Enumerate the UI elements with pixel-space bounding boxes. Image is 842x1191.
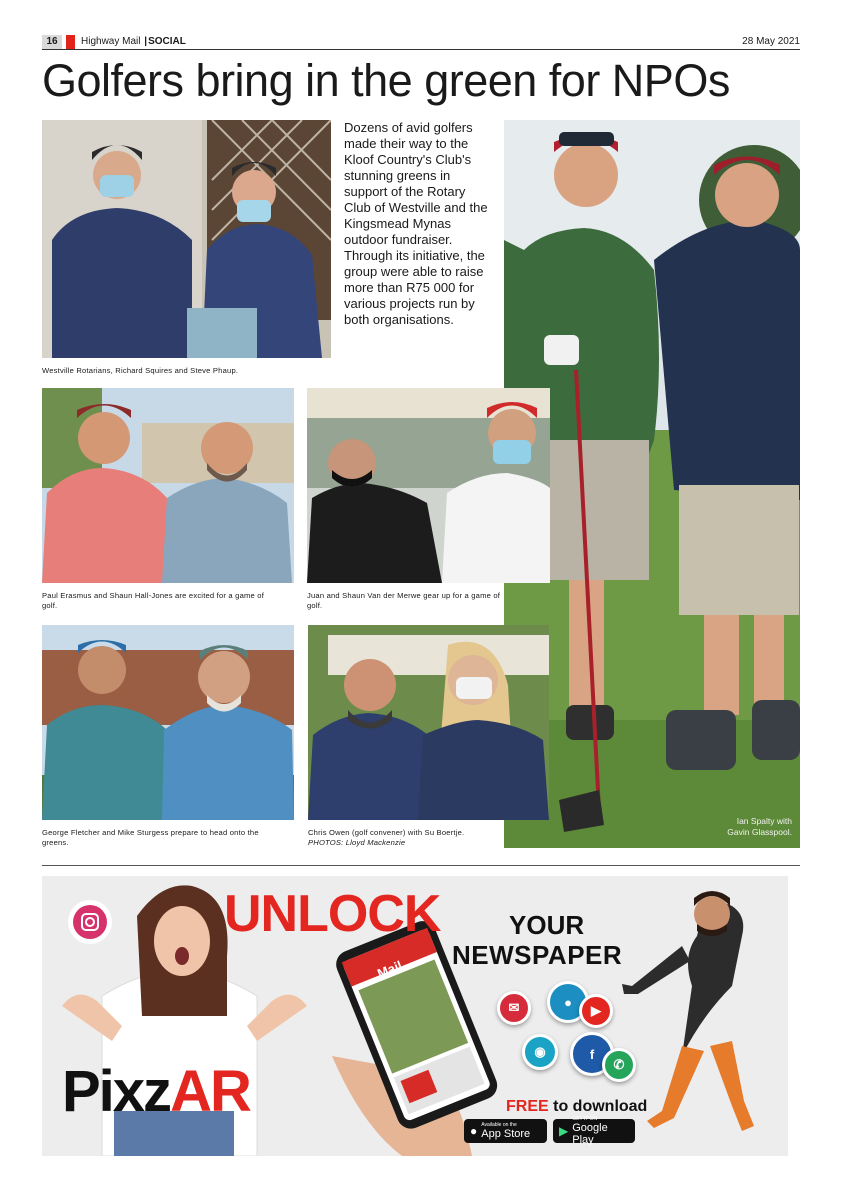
footer-rule <box>42 865 800 866</box>
caption-chris-su-text: Chris Owen (golf convener) with Su Boertje. <box>308 828 465 837</box>
camera-icon: ◉ <box>522 1034 558 1070</box>
location-pin-icon: ● <box>547 981 589 1023</box>
youtube-icon: ▶ <box>579 994 613 1028</box>
ad-unlock-heading: UNLOCK <box>224 885 441 943</box>
photo-rotarians <box>42 120 331 358</box>
section-color-mark <box>66 35 75 49</box>
issue-date: 28 May 2021 <box>742 36 800 47</box>
pixzar-logo-part1: Pixz <box>62 1059 171 1124</box>
caption-juan-shaun: Juan and Shaun Van der Merwe gear up for a game of golf. <box>307 591 501 610</box>
photo-chris-su <box>308 625 549 820</box>
google-play-button[interactable] <box>553 1116 635 1146</box>
caption-ian-gavin-line2: Gavin Glasspool. <box>727 827 792 837</box>
article-body: Dozens of avid golfers made their way to the Kloof Country's Club's stunning greens in support of the Rotary Club of Westville and the Kingsmead Mynas outdoor fundraiser. Through its initiative, the group were able to raise more than R75 000 for various projects run by both organisations. <box>344 120 488 327</box>
app-store-button[interactable] <box>464 1119 547 1143</box>
photo-paul-shaun <box>42 388 294 583</box>
photo-credit: PHOTOS: Lloyd Mackenzie <box>308 838 406 847</box>
google-play-big: Google Play <box>572 1122 608 1146</box>
section-name: SOCIAL <box>148 36 186 47</box>
google-play-small: GET IT ON <box>572 1116 598 1122</box>
pixzar-logo <box>62 1059 250 1124</box>
ad-your-heading: YOUR <box>509 910 585 940</box>
app-store-small: Available on the <box>481 1122 517 1128</box>
headline: Golfers bring in the green for NPOs <box>42 55 730 106</box>
email-icon: ✉ <box>497 991 531 1025</box>
play-icon: ▶ <box>559 1124 569 1138</box>
page-number: 16 <box>42 35 62 49</box>
publication-section-label: Highway Mail |SOCIAL <box>81 36 186 47</box>
caption-chris-su <box>308 828 508 848</box>
ad-newspaper-heading: NEWSPAPER <box>452 940 623 970</box>
photo-george-mike <box>42 625 294 820</box>
pixzar-advert[interactable] <box>42 876 788 1156</box>
apple-icon: ● <box>470 1124 478 1138</box>
caption-paul-shaun: Paul Erasmus and Shaun Hall-Jones are excited for a game of golf. <box>42 591 265 610</box>
publication-name: Highway Mail <box>81 36 141 47</box>
app-store-big: App Store <box>481 1128 531 1140</box>
facebook-icon: f <box>570 1032 614 1076</box>
caption-rotarians: Westville Rotarians, Richard Squires and Steve Phaup. <box>42 366 239 375</box>
caption-george-mike: George Fletcher and Mike Sturgess prepare to head onto the greens. <box>42 828 259 847</box>
pixzar-logo-part2: AR <box>170 1059 250 1124</box>
caption-ian-gavin <box>680 816 792 838</box>
caption-ian-gavin-line1: Ian Spalty with <box>736 816 792 826</box>
photo-juan-shaun <box>307 388 550 583</box>
whatsapp-icon: ✆ <box>602 1048 636 1082</box>
phone-masthead: Mail <box>375 957 405 982</box>
free-download-text <box>506 1098 647 1116</box>
header-rule <box>42 49 800 50</box>
to-download-label: to download <box>553 1098 648 1115</box>
free-label: FREE <box>506 1098 549 1115</box>
